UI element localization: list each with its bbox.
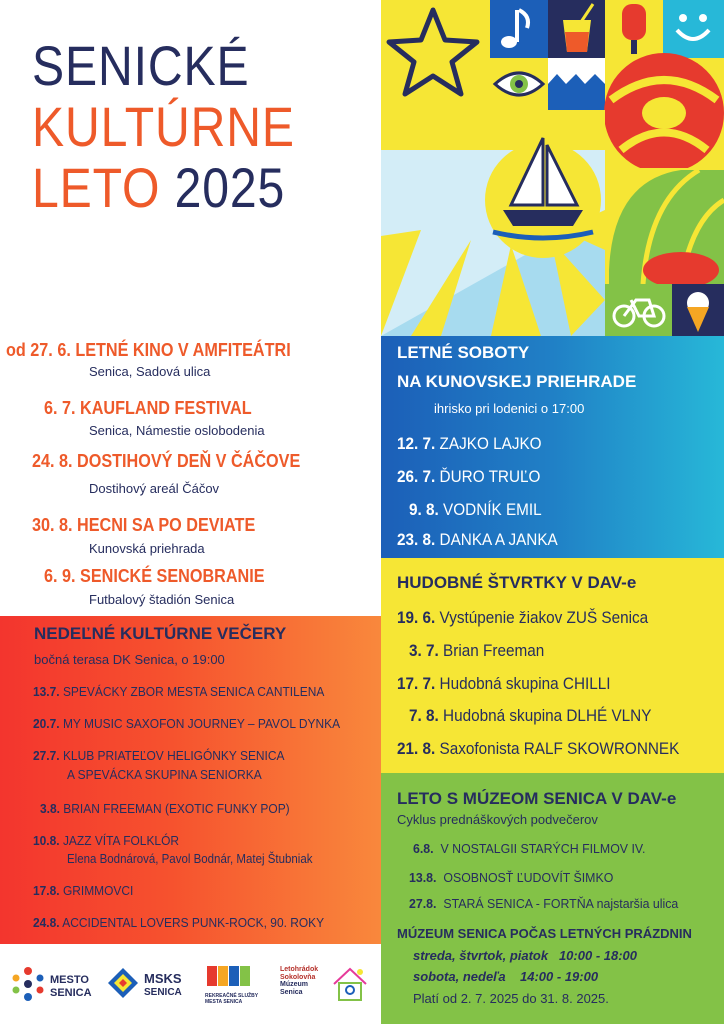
letohradok-text-1: Letohrádok xyxy=(280,966,319,973)
stvrtky-item: 19. 6. Vystúpenie žiakov ZUŠ Senica xyxy=(397,608,649,627)
event-head-1: od 27. 6. LETNÉ KINO V AMFITEÁTRI xyxy=(6,340,291,360)
star-icon xyxy=(381,0,490,110)
nedelne-item: 10.8. JAZZ VÍTA FOLKLÓR xyxy=(33,833,180,848)
summer-artwork xyxy=(381,0,724,336)
event-head-5: 6. 9. SENICKÉ SENOBRANIE xyxy=(44,566,265,586)
umbrella-icon xyxy=(605,168,724,288)
muzeum-hours-2: sobota, nedeľa 14:00 - 19:00 xyxy=(413,969,599,984)
logos-row xyxy=(10,962,380,1012)
soboty-item: 26. 7. ĎURO TRUĽO xyxy=(397,467,541,486)
nedelne-item: 3.8. BRIAN FREEMAN (EXOTIC FUNKY POP) xyxy=(40,801,290,816)
title-line-3 xyxy=(32,156,295,219)
letohradok-logo xyxy=(280,966,318,997)
popsicle-icon xyxy=(605,0,663,58)
event-sub-1: Senica, Sadová ulica xyxy=(89,364,211,379)
stvrtky-title: HUDOBNÉ ŠTVRTKY V DAV-e xyxy=(397,573,637,592)
ice-cream-icon xyxy=(672,284,724,336)
nedelne-item: 17.8. GRIMMOVCI xyxy=(33,883,134,898)
mesto-text-2: SENICA xyxy=(50,987,92,999)
smiley-icon xyxy=(663,0,724,58)
soboty-title-1: LETNÉ SOBOTY xyxy=(397,343,530,362)
event-head-4: 30. 8. HECNI SA PO DEVIATE xyxy=(32,515,256,535)
msks-logo xyxy=(106,966,182,1005)
stvrtky-item: 7. 8. Hudobná skupina DLHÉ VLNY xyxy=(409,706,652,725)
nedelne-item: 20.7. MY MUSIC SAXOFON JOURNEY – PAVOL DYNKA xyxy=(33,716,341,731)
muzeum-item: 27.8. STARÁ SENICA - FORTŇA najstaršia ulica xyxy=(409,896,679,911)
mesto-senica-logo xyxy=(10,966,92,1007)
nedelne-item: 24.8. ACCIDENTAL LOVERS PUNK-ROCK, 90. ROKY xyxy=(33,915,325,930)
soboty-item: 12. 7. ZAJKO LAJKO xyxy=(397,434,542,453)
letohradok-text-2: Sokolovňa xyxy=(280,973,316,981)
title-line-1: SENICKÉ xyxy=(32,34,250,97)
music-note-icon xyxy=(490,0,548,58)
letohradok-text-4: Senica xyxy=(280,989,303,997)
msks-text-2: SENICA xyxy=(144,987,182,998)
muzeum-subtitle: Cyklus prednáškových podvečerov xyxy=(397,812,598,827)
muzeum-item: 6.8. V NOSTALGII STARÝCH FILMOV IV. xyxy=(413,841,646,856)
stvrtky-item: 3. 7. Brian Freeman xyxy=(409,641,545,660)
nedelne-item: 27.7. KLUB PRIATEĽOV HELIGÓNKY SENICA xyxy=(33,748,285,763)
rekreacne-logo xyxy=(205,964,261,1005)
event-sub-5: Futbalový štadión Senica xyxy=(89,592,235,607)
nedelne-title: NEDEĽNÉ KULTÚRNE VEČERY xyxy=(34,624,287,643)
title-leto: LETO xyxy=(32,156,161,219)
stvrtky-panel xyxy=(381,558,724,773)
muzeum-hours-1: streda, štvrtok, piatok 10:00 - 18:00 xyxy=(413,948,638,963)
stvrtky-item: 21. 8. Saxofonista RALF SKOWRONNEK xyxy=(397,739,680,758)
poster-title xyxy=(32,34,338,221)
mesto-text-1: MESTO xyxy=(50,974,89,986)
event-sub-4: Kunovská priehrada xyxy=(89,541,205,556)
nedelne-panel xyxy=(0,616,381,944)
bicycle-icon xyxy=(605,284,672,336)
soboty-item: 9. 8. VODNÍK EMIL xyxy=(409,500,542,519)
muzeum-title: LETO S MÚZEOM SENICA V DAV-e xyxy=(397,789,677,808)
eye-icon xyxy=(490,58,548,110)
house-logo xyxy=(330,964,370,1009)
msks-diamond-icon xyxy=(106,966,140,1000)
nedelne-item: 13.7. SPEVÁCKY ZBOR MESTA SENICA CANTILENA xyxy=(33,684,325,699)
muzeum-valid: Platí od 2. 7. 2025 do 31. 8. 2025. xyxy=(413,991,609,1006)
event-head-3: 24. 8. DOSTIHOVÝ DEŇ V ČÁČOVE xyxy=(32,451,301,471)
beach-ball-icon xyxy=(604,53,724,173)
house-icon xyxy=(330,964,370,1004)
rekreacne-text-2: MESTA SENICA xyxy=(205,998,243,1005)
soboty-item: 23. 8. DANKA A JANKA xyxy=(397,530,558,549)
event-head-2: 6. 7. KAUFLAND FESTIVAL xyxy=(44,398,252,418)
title-year: 2025 xyxy=(174,156,286,219)
event-sub-2: Senica, Námestie oslobodenia xyxy=(89,423,265,438)
event-sub-3: Dostihový areál Čáčov xyxy=(89,481,220,496)
waves-icon xyxy=(548,58,605,110)
nedelne-subtitle: bočná terasa DK Senica, o 19:00 xyxy=(34,652,225,667)
title-line-2: KULTÚRNE xyxy=(32,95,295,158)
muzeum-hours-title: MÚZEUM SENICA POČAS LETNÝCH PRÁZDNIN xyxy=(397,926,692,941)
stvrtky-item: 17. 7. Hudobná skupina CHILLI xyxy=(397,674,611,693)
drink-icon xyxy=(548,0,605,58)
soboty-title-2: NA KUNOVSKEJ PRIEHRADE xyxy=(397,372,637,391)
sun-sailboat-icon xyxy=(381,110,605,336)
soboty-panel xyxy=(381,336,724,558)
letohradok-text-3: Múzeum xyxy=(280,981,308,989)
muzeum-panel xyxy=(381,773,724,1024)
rekreacne-icon xyxy=(205,964,253,988)
mesto-dots-icon xyxy=(10,966,46,1002)
nedelne-item-line2: A SPEVÁCKA SKUPINA SENIORKA xyxy=(67,767,262,782)
msks-text-1: MSKS xyxy=(144,971,182,986)
nedelne-item-line2: Elena Bodnárová, Pavol Bodnár, Matej Štubniak xyxy=(67,852,313,866)
muzeum-item: 13.8. OSOBNOSŤ ĽUDOVÍT ŠIMKO xyxy=(409,870,614,885)
rekreacne-text-1: REKREAČNÉ SLUŽBY xyxy=(205,993,259,999)
soboty-subtitle: ihrisko pri lodenici o 17:00 xyxy=(434,401,585,416)
